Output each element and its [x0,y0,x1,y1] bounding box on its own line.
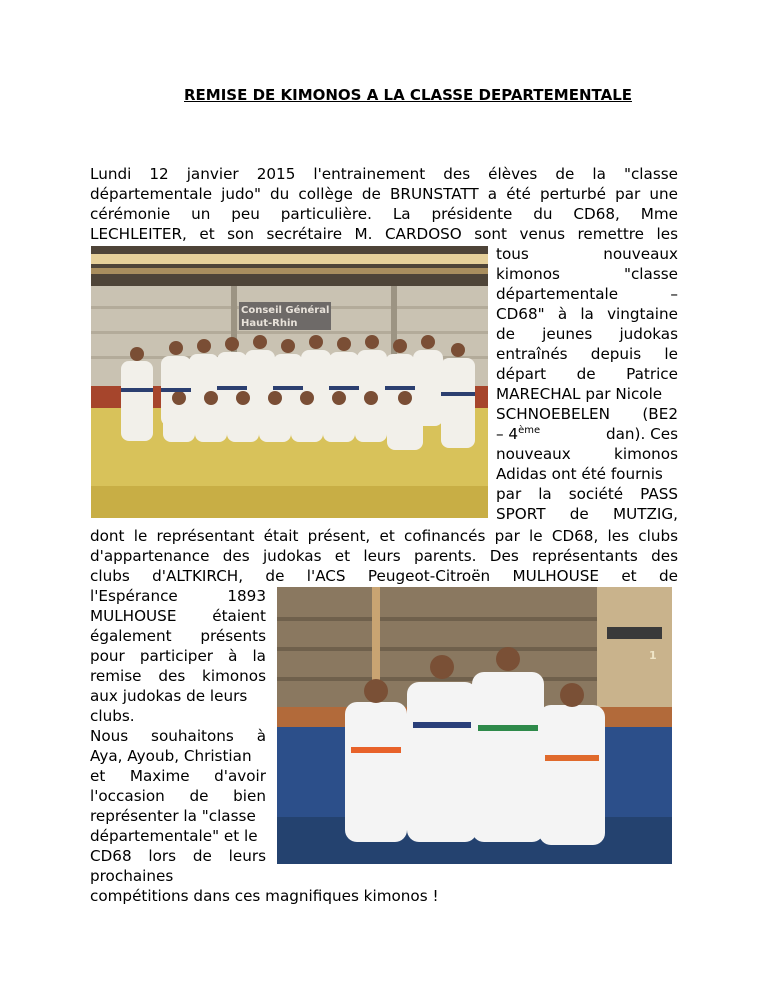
paragraph-line: LECHLEITER, et son secrétaire M. CARDOSO sont venus remettre les [90,225,678,243]
page-title: REMISE DE KIMONOS A LA CLASSE DEPARTEMENTALE [184,86,632,104]
paragraph-line: départ de Patrice [496,365,678,383]
paragraph-line: départementale judo" du collège de BRUNSTATT a été perturbé par une [90,185,678,203]
paragraph-line: nouveaux kimonos [496,445,678,463]
paragraph-line: dont le représentant était présent, et cofinancés par le CD68, les clubs [90,527,678,545]
paragraph-line: cérémonie un peu particulière. La présidente du CD68, Mme [90,205,678,223]
judokas-photo-illustration [277,587,672,864]
paragraph-line: et Maxime d'avoir [90,767,266,785]
paragraph-line: Adidas ont été fournis [496,465,663,483]
superscript: ème [518,425,541,436]
line-end: dan). Ces [605,425,678,443]
photo-sign-number: 1 [649,649,657,662]
paragraph-line: entraînés depuis le [496,345,678,363]
paragraph-line: d'appartenance des judokas et leurs parents. Des représentants des [90,547,678,565]
paragraph-line: l'occasion de bien [90,787,266,805]
paragraph-line: clubs d'ALTKIRCH, de l'ACS Peugeot-Citroën MULHOUSE et de [90,567,678,585]
paragraph-line: Lundi 12 janvier 2015 l'entrainement des élèves de la "classe [90,165,678,183]
paragraph-line: compétitions dans ces magnifiques kimonos ! [90,887,439,905]
group-photo [91,246,488,518]
paragraph-line: aux judokas de leurs [90,687,248,705]
paragraph-line: l'Espérance 1893 [90,587,266,605]
paragraph-line: Aya, Ayoub, Christian [90,747,252,765]
paragraph-line: SCHNOEBELEN (BE2 [496,405,678,423]
paragraph-line: départementale – [496,285,678,303]
judokas-photo [277,587,672,864]
paragraph-line [496,424,678,444]
paragraph-line: par la société PASS [496,485,678,503]
paragraph-line: MARECHAL par Nicole [496,385,663,403]
paragraph-line: départementale" et le [90,827,258,845]
group-photo-illustration [91,246,488,518]
paragraph-line: prochaines [90,867,174,885]
paragraph-line: de jeunes judokas [496,325,678,343]
paragraph-line: tous nouveaux [496,245,678,263]
paragraph-line: Nous souhaitons à [90,727,266,745]
paragraph-line: CD68" à la vingtaine [496,305,678,323]
line-start: – 4 [496,425,519,443]
paragraph-line: remise des kimonos [90,667,266,685]
paragraph-line: clubs. [90,707,135,725]
paragraph-line: représenter la "classe [90,807,256,825]
paragraph-line: MULHOUSE étaient [90,607,266,625]
paragraph-line: SPORT de MUTZIG, [496,505,678,523]
sign-text-2: Haut-Rhin [241,318,298,329]
sign-text-1: Conseil Général [241,305,330,316]
paragraph-line: CD68 lors de leurs [90,847,266,865]
paragraph-line: également présents [90,627,266,645]
paragraph-line: kimonos "classe [496,265,678,283]
paragraph-line: pour participer à la [90,647,266,665]
